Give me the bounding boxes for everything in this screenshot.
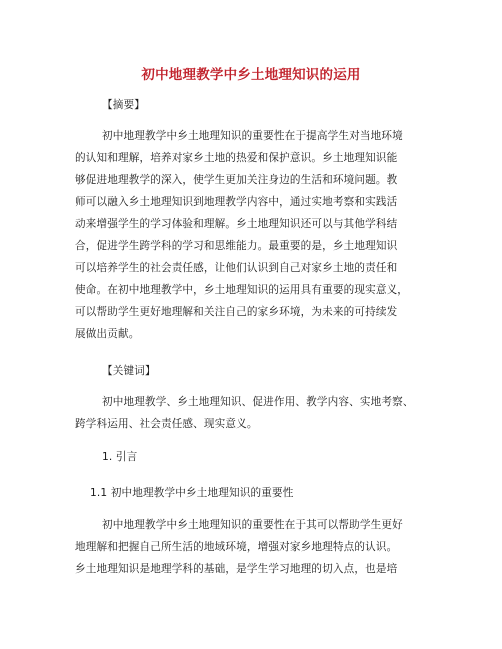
document-title: 初中地理教学中乡土地理知识的运用 — [141, 67, 361, 83]
abstract-heading: 【摘要】 — [102, 99, 145, 111]
keywords-line: 初中地理教学、乡土地理知识、促进作用、教学内容、实地考察、 — [102, 396, 414, 408]
abstract-line: 可以培养学生的社会责任感，让他们认识到自己对家乡土地的责任和 — [75, 262, 398, 274]
abstract-line: 使命。在初中地理教学中，乡土地理知识的运用具有重要的现实意义， — [75, 284, 409, 296]
abstract-line: 可以帮助学生更好地理解和关注自己的家乡环境，为未来的可持续发 — [75, 306, 398, 318]
abstract-line: 初中地理教学中乡土地理知识的重要性在于提高学生对当地环境 — [102, 130, 403, 142]
abstract-line: 的认知和理解，培养对家乡土地的热爱和保护意识。乡土地理知识能 — [75, 152, 398, 164]
section-heading-1: 1. 引言 — [102, 451, 138, 463]
abstract-line: 够促进地理教学的深入，使学生更加关注身边的生活和环境问题。教 — [75, 174, 398, 186]
body-line: 地理解和把握自己所生活的地域环境，增强对家乡地理特点的认识。 — [75, 541, 398, 553]
section-heading-1-1: 1.1 初中地理教学中乡土地理知识的重要性 — [90, 487, 294, 499]
abstract-line: 师可以融入乡土地理知识到地理教学内容中，通过实地考察和实践活 — [75, 196, 398, 208]
keywords-heading: 【关键词】 — [102, 365, 156, 377]
keywords-line: 跨学科运用、社会责任感、现实意义。 — [75, 418, 258, 430]
abstract-line: 动来增强学生的学习体验和理解。乡土地理知识还可以与其他学科结 — [75, 218, 398, 230]
body-line: 乡土地理知识是地理学科的基础，是学生学习地理的切入点，也是培 — [75, 563, 398, 575]
abstract-line: 合，促进学生跨学科的学习和思维能力。最重要的是，乡土地理知识 — [75, 240, 398, 252]
abstract-line: 展做出贡献。 — [75, 328, 140, 340]
body-line: 初中地理教学中乡土地理知识的重要性在于其可以帮助学生更好 — [102, 519, 403, 531]
